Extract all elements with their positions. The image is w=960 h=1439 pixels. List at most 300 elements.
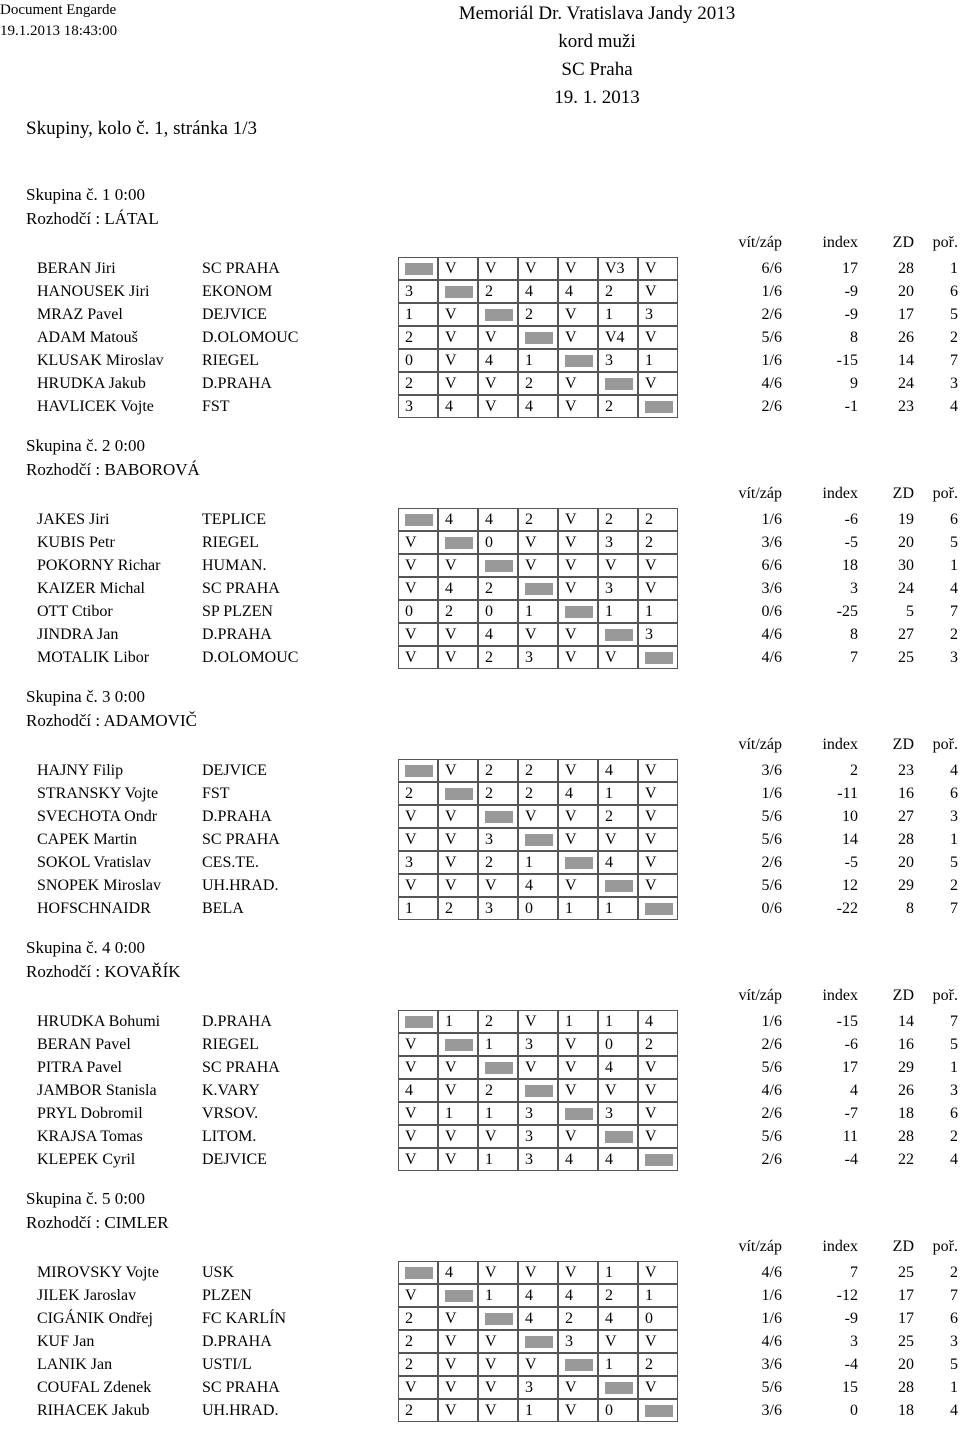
bout-score: V <box>565 398 577 415</box>
bout-cell <box>638 623 678 646</box>
bout-results <box>398 554 678 577</box>
bout-score: 1 <box>605 1013 613 1030</box>
bout-cell <box>438 372 478 395</box>
fencer-name: KLEPEK Cyril <box>37 1151 136 1168</box>
event-title: Memoriál Dr. Vratislava Jandy 2013 <box>458 3 736 24</box>
bout-cell <box>518 303 558 326</box>
bout-results <box>398 828 678 851</box>
index-value: 11 <box>842 1128 858 1145</box>
bout-score: V <box>645 1082 657 1099</box>
index-value: -15 <box>836 1013 858 1030</box>
bout-cell <box>598 1079 638 1102</box>
index-value: -11 <box>837 785 858 802</box>
bout-results <box>398 1307 678 1330</box>
zd-value: 8 <box>906 900 914 917</box>
fencer-row <box>0 1261 960 1284</box>
bout-score: V <box>565 626 577 643</box>
bout-cell <box>598 1330 638 1353</box>
bout-cell <box>598 1399 638 1422</box>
self-bout-cell <box>438 1033 478 1056</box>
bout-cell <box>478 759 518 782</box>
zd-value: 18 <box>898 1105 914 1122</box>
bout-cell <box>478 1125 518 1148</box>
bout-cell <box>438 1102 478 1125</box>
group-title: Skupina č. 3 0:00 <box>26 687 145 706</box>
bout-results <box>398 280 678 303</box>
fencer-club: D.PRAHA <box>202 375 272 392</box>
index-value: 17 <box>842 1059 858 1076</box>
bout-cell <box>438 805 478 828</box>
bout-cell <box>398 554 438 577</box>
zd-value: 27 <box>898 626 914 643</box>
index-value: 2 <box>850 762 858 779</box>
bout-cell <box>438 554 478 577</box>
bout-cell <box>638 1261 678 1284</box>
bout-score: 2 <box>525 306 533 323</box>
fencer-club: DEJVICE <box>202 762 267 779</box>
bout-score: 3 <box>605 580 613 597</box>
bout-cell <box>598 257 638 280</box>
bout-cell <box>398 1033 438 1056</box>
bout-cell <box>478 623 518 646</box>
win-loss: 5/6 <box>761 1379 782 1396</box>
header-index: index <box>822 987 858 1004</box>
bout-score: 4 <box>645 1013 653 1030</box>
bout-score: V <box>565 580 577 597</box>
bout-score: 4 <box>525 1287 533 1304</box>
index-value: 3 <box>850 580 858 597</box>
bout-cell <box>478 1261 518 1284</box>
bout-cell <box>438 1307 478 1330</box>
win-loss: 3/6 <box>761 1402 782 1419</box>
self-bout-cell <box>518 828 558 851</box>
self-bout-cell <box>638 395 678 418</box>
bout-cell <box>518 759 558 782</box>
bout-cell <box>478 1330 518 1353</box>
bout-results <box>398 303 678 326</box>
index-value: 18 <box>842 557 858 574</box>
bout-results <box>398 851 678 874</box>
category: kord muži <box>558 31 636 52</box>
bout-score: V <box>645 283 657 300</box>
win-loss: 4/6 <box>761 649 782 666</box>
bout-cell <box>478 851 518 874</box>
bout-cell <box>518 280 558 303</box>
bout-score: V <box>565 306 577 323</box>
bout-score: V <box>405 649 417 666</box>
rank-value: 6 <box>950 283 958 300</box>
bout-cell <box>478 897 518 920</box>
zd-value: 25 <box>898 1333 914 1350</box>
win-loss: 1/6 <box>761 283 782 300</box>
rank-value: 7 <box>950 1013 958 1030</box>
bout-cell <box>438 326 478 349</box>
bout-cell <box>438 1010 478 1033</box>
bout-cell <box>598 828 638 851</box>
index-value: -1 <box>844 398 858 415</box>
bout-results <box>398 349 678 372</box>
zd-value: 16 <box>898 1036 914 1053</box>
rank-value: 6 <box>950 1105 958 1122</box>
bout-cell <box>438 759 478 782</box>
bout-cell <box>558 1330 598 1353</box>
fencer-name: PITRA Pavel <box>37 1059 122 1076</box>
bout-score: 3 <box>605 1105 613 1122</box>
index-value: 4 <box>850 1082 858 1099</box>
fencer-row <box>0 874 960 897</box>
group-title: Skupina č. 1 0:00 <box>26 185 145 204</box>
fencer-name: KUBIS Petr <box>37 534 115 551</box>
fencer-name: HRUDKA Bohumi <box>37 1013 161 1030</box>
zd-value: 19 <box>898 511 914 528</box>
bout-cell <box>638 1056 678 1079</box>
bout-cell <box>438 1376 478 1399</box>
bout-score: V <box>645 1128 657 1145</box>
bout-score: V <box>405 808 417 825</box>
bout-score: 1 <box>605 603 613 620</box>
bout-cell <box>638 1330 678 1353</box>
bout-cell <box>638 1010 678 1033</box>
bout-cell <box>598 851 638 874</box>
bout-cell <box>518 554 558 577</box>
bout-cell <box>478 577 518 600</box>
fencer-name: CIGÁNIK Ondřej <box>37 1310 153 1327</box>
bout-score: V <box>485 398 497 415</box>
bout-score: 4 <box>445 398 453 415</box>
self-bout-block <box>645 401 673 413</box>
bout-score: 2 <box>485 580 493 597</box>
rank-value: 5 <box>950 306 958 323</box>
bout-cell <box>558 1261 598 1284</box>
fencer-club: FST <box>202 785 230 802</box>
bout-cell <box>398 1056 438 1079</box>
bout-cell <box>478 1148 518 1171</box>
bout-cell <box>518 646 558 669</box>
fencer-name: HAJNY Filip <box>37 762 124 779</box>
bout-score: 2 <box>485 762 493 779</box>
header-rank: poř. <box>932 485 958 502</box>
header-zd: ZD <box>892 485 914 502</box>
zd-value: 26 <box>898 1082 914 1099</box>
bout-cell <box>598 897 638 920</box>
bout-score: 2 <box>405 329 413 346</box>
index-value: 12 <box>842 877 858 894</box>
bout-score: 1 <box>605 785 613 802</box>
bout-cell <box>438 1330 478 1353</box>
bout-cell <box>398 303 438 326</box>
bout-score: 4 <box>485 626 493 643</box>
bout-score: V <box>405 1059 417 1076</box>
fencer-name: KAIZER Michal <box>37 580 145 597</box>
bout-score: V <box>565 1402 577 1419</box>
bout-cell <box>558 280 598 303</box>
self-bout-block <box>605 1131 633 1143</box>
fencer-name: BERAN Jiri <box>37 260 116 277</box>
bout-cell <box>478 1033 518 1056</box>
bout-cell <box>398 851 438 874</box>
fencer-row <box>0 805 960 828</box>
fencer-name: HANOUSEK Jiri <box>37 283 150 300</box>
rank-value: 3 <box>950 1333 958 1350</box>
bout-cell <box>518 1376 558 1399</box>
fencer-club: VRSOV. <box>202 1105 259 1122</box>
bout-cell <box>398 531 438 554</box>
bout-score: V <box>485 1264 497 1281</box>
fencer-club: D.OLOMOUC <box>202 649 299 666</box>
self-bout-block <box>405 263 433 275</box>
self-bout-cell <box>478 554 518 577</box>
self-bout-block <box>605 880 633 892</box>
bout-cell <box>398 874 438 897</box>
group-5 <box>0 1189 960 1439</box>
bout-score: 0 <box>605 1402 613 1419</box>
index-value: 10 <box>842 808 858 825</box>
bout-cell <box>558 257 598 280</box>
bout-cell <box>518 1010 558 1033</box>
fencer-club: DEJVICE <box>202 1151 267 1168</box>
bout-cell <box>478 646 518 669</box>
bout-cell <box>518 1399 558 1422</box>
bout-results <box>398 759 678 782</box>
header-win-loss: vít/záp <box>738 485 782 502</box>
fencer-row <box>0 782 960 805</box>
zd-value: 25 <box>898 649 914 666</box>
bout-score: 1 <box>405 306 413 323</box>
bout-cell <box>558 326 598 349</box>
bout-cell <box>398 782 438 805</box>
header-title-block <box>0 0 960 112</box>
bout-score: 0 <box>485 603 493 620</box>
fencer-row <box>0 1010 960 1033</box>
bout-cell <box>558 623 598 646</box>
bout-score: V <box>565 1264 577 1281</box>
bout-score: 1 <box>605 1264 613 1281</box>
self-bout-cell <box>478 1056 518 1079</box>
bout-score: V <box>485 260 497 277</box>
bout-score: 4 <box>525 877 533 894</box>
rank-value: 4 <box>950 1402 958 1419</box>
bout-cell <box>598 1033 638 1056</box>
bout-score: 2 <box>445 603 453 620</box>
self-bout-block <box>605 1382 633 1394</box>
bout-score: 4 <box>605 762 613 779</box>
self-bout-block <box>645 652 673 664</box>
bout-score: 1 <box>445 1013 453 1030</box>
fencer-club: SC PRAHA <box>202 580 280 597</box>
bout-score: V <box>605 831 617 848</box>
fencer-row <box>0 1284 960 1307</box>
fencer-name: LANIK Jan <box>37 1356 113 1373</box>
bout-results <box>398 623 678 646</box>
fencer-name: RIHACEK Jakub <box>37 1402 150 1419</box>
bout-score: 2 <box>525 375 533 392</box>
bout-score: V <box>565 1036 577 1053</box>
rank-value: 4 <box>950 398 958 415</box>
bout-cell <box>558 395 598 418</box>
bout-score: V <box>525 557 537 574</box>
bout-cell <box>598 1353 638 1376</box>
bout-score: V <box>645 260 657 277</box>
bout-score: V <box>445 557 457 574</box>
bout-score: V <box>405 1036 417 1053</box>
rank-value: 4 <box>950 580 958 597</box>
zd-value: 18 <box>898 1402 914 1419</box>
bout-cell <box>638 828 678 851</box>
self-bout-block <box>445 788 473 800</box>
win-loss: 4/6 <box>761 1082 782 1099</box>
self-bout-block <box>565 857 593 869</box>
bout-cell <box>438 349 478 372</box>
win-loss: 6/6 <box>761 260 782 277</box>
fencer-name: STRANSKY Vojte <box>37 785 159 802</box>
win-loss: 2/6 <box>761 854 782 871</box>
bout-score: 4 <box>445 511 453 528</box>
page-subtitle: Skupiny, kolo č. 1, stránka 1/3 <box>26 118 257 139</box>
self-bout-cell <box>638 1148 678 1171</box>
zd-value: 20 <box>898 854 914 871</box>
header-win-loss: vít/záp <box>738 234 782 251</box>
bout-score: V <box>645 1379 657 1396</box>
bout-score: V <box>525 534 537 551</box>
fencer-row <box>0 1376 960 1399</box>
bout-cell <box>398 577 438 600</box>
bout-score: 4 <box>405 1082 413 1099</box>
fencer-club: SP PLZEN <box>202 603 273 620</box>
self-bout-block <box>565 1108 593 1120</box>
bout-score: 3 <box>645 306 653 323</box>
win-loss: 4/6 <box>761 626 782 643</box>
bout-cell <box>518 897 558 920</box>
bout-score: 3 <box>525 1128 533 1145</box>
bout-score: 2 <box>405 375 413 392</box>
zd-value: 22 <box>898 1151 914 1168</box>
fencer-row <box>0 1125 960 1148</box>
rank-value: 2 <box>950 329 958 346</box>
header-zd: ZD <box>892 1238 914 1255</box>
fencer-name: KUF Jan <box>37 1333 95 1350</box>
self-bout-block <box>605 629 633 641</box>
bout-score: 2 <box>485 1082 493 1099</box>
bout-score: V <box>645 762 657 779</box>
win-loss: 6/6 <box>761 557 782 574</box>
bout-results <box>398 1102 678 1125</box>
index-value: 9 <box>850 375 858 392</box>
win-loss: 2/6 <box>761 398 782 415</box>
self-bout-cell <box>438 531 478 554</box>
zd-value: 28 <box>898 260 914 277</box>
fencer-row <box>0 257 960 280</box>
bout-score: 4 <box>525 398 533 415</box>
rank-value: 7 <box>950 900 958 917</box>
fencer-name: BERAN Pavel <box>37 1036 131 1053</box>
bout-score: V <box>525 626 537 643</box>
bout-results <box>398 1284 678 1307</box>
bout-score: V <box>645 808 657 825</box>
bout-score: 0 <box>605 1036 613 1053</box>
bout-cell <box>558 1307 598 1330</box>
bout-score: 2 <box>405 785 413 802</box>
win-loss: 2/6 <box>761 1151 782 1168</box>
bout-cell <box>598 1102 638 1125</box>
bout-score: V <box>445 1333 457 1350</box>
bout-cell <box>558 508 598 531</box>
bout-score: 4 <box>565 785 573 802</box>
self-bout-cell <box>598 1125 638 1148</box>
bout-cell <box>478 280 518 303</box>
bout-cell <box>638 874 678 897</box>
bout-cell <box>638 782 678 805</box>
fencer-row <box>0 554 960 577</box>
bout-score: 2 <box>485 1013 493 1030</box>
header-rank: poř. <box>932 736 958 753</box>
bout-score: 4 <box>565 283 573 300</box>
rank-value: 5 <box>950 1356 958 1373</box>
bout-cell <box>518 395 558 418</box>
index-value: 17 <box>842 260 858 277</box>
bout-score: 3 <box>565 1333 573 1350</box>
fencer-club: FC KARLÍN <box>202 1310 287 1327</box>
self-bout-block <box>525 834 553 846</box>
bout-results <box>398 1399 678 1422</box>
rank-value: 4 <box>950 762 958 779</box>
bout-cell <box>518 1125 558 1148</box>
fencer-club: HUMAN. <box>202 557 267 574</box>
bout-results <box>398 1079 678 1102</box>
bout-score: 1 <box>605 1356 613 1373</box>
bout-score: 1 <box>485 1036 493 1053</box>
rank-value: 6 <box>950 511 958 528</box>
bout-cell <box>478 372 518 395</box>
self-bout-cell <box>398 508 438 531</box>
fencer-name: POKORNY Richar <box>37 557 161 574</box>
bout-score: V <box>445 1151 457 1168</box>
rank-value: 6 <box>950 1310 958 1327</box>
self-bout-block <box>445 537 473 549</box>
self-bout-cell <box>398 257 438 280</box>
self-bout-cell <box>518 326 558 349</box>
self-bout-cell <box>398 759 438 782</box>
header-rank: poř. <box>932 987 958 1004</box>
bout-score: V <box>605 1082 617 1099</box>
self-bout-cell <box>638 646 678 669</box>
self-bout-block <box>645 1405 673 1417</box>
bout-score: V4 <box>605 329 625 346</box>
bout-score: 3 <box>605 352 613 369</box>
bout-score: V <box>645 1059 657 1076</box>
win-loss: 3/6 <box>761 534 782 551</box>
bout-cell <box>398 395 438 418</box>
bout-results <box>398 1376 678 1399</box>
self-bout-cell <box>598 1376 638 1399</box>
header-index: index <box>822 485 858 502</box>
bout-score: 2 <box>605 808 613 825</box>
group-1 <box>0 185 960 435</box>
bout-cell <box>438 1148 478 1171</box>
zd-value: 24 <box>898 375 914 392</box>
bout-cell <box>638 1125 678 1148</box>
bout-cell <box>598 1307 638 1330</box>
rank-value: 2 <box>950 1264 958 1281</box>
bout-results <box>398 897 678 920</box>
bout-score: V <box>565 329 577 346</box>
bout-score: V <box>565 762 577 779</box>
self-bout-block <box>605 378 633 390</box>
zd-value: 30 <box>898 557 914 574</box>
bout-score: V <box>405 557 417 574</box>
bout-score: V <box>645 854 657 871</box>
bout-cell <box>398 280 438 303</box>
fencer-name: HOFSCHNAIDR <box>37 900 151 917</box>
